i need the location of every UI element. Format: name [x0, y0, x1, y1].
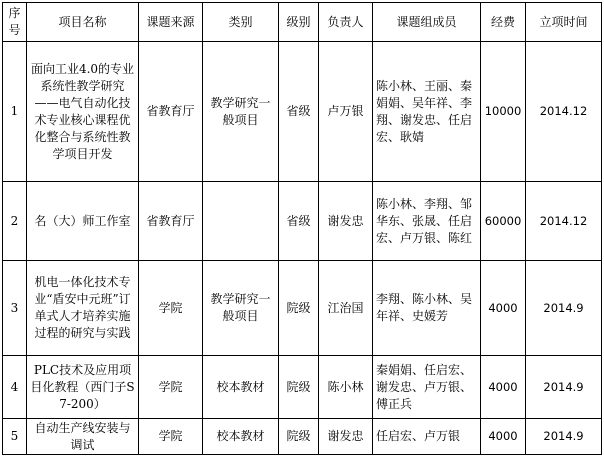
cell-level: 院级 [279, 261, 319, 356]
cell-source: 学院 [139, 261, 203, 356]
cell-members: 任启宏、卢万银 [373, 419, 481, 455]
header-row [3, 3, 602, 42]
header-seq: 序号 [3, 3, 27, 42]
cell-leader: 谢发忠 [319, 182, 373, 261]
cell-category: 校本教材 [203, 419, 279, 455]
table-row [3, 419, 602, 455]
header-source: 课题来源 [139, 3, 203, 42]
cell-date: 2014.12 [526, 42, 602, 182]
cell-leader: 卢万银 [319, 42, 373, 182]
cell-source: 学院 [139, 356, 203, 419]
header-leader: 负责人 [319, 3, 373, 42]
cell-funds: 4000 [481, 261, 526, 356]
cell-leader: 江治国 [319, 261, 373, 356]
cell-funds: 10000 [481, 42, 526, 182]
table-row [3, 261, 602, 356]
cell-funds: 4000 [481, 419, 526, 455]
cell-source: 省教育厅 [139, 42, 203, 182]
header-date: 立项时间 [526, 3, 602, 42]
cell-date: 2014.9 [526, 419, 602, 455]
cell-leader: 陈小林 [319, 356, 373, 419]
header-name: 项目名称 [27, 3, 139, 42]
cell-category: 教学研究一般项目 [203, 42, 279, 182]
cell-date: 2014.12 [526, 182, 602, 261]
cell-level: 省级 [279, 182, 319, 261]
cell-members: 陈小林、李翔、邹华东、张晟、任启宏、卢万银、陈红 [373, 182, 481, 261]
cell-name: 名（大）师工作室 [27, 182, 139, 261]
cell-name: PLC技术及应用项目化教程（西门子S7-200） [27, 356, 139, 419]
cell-category: 教学研究一般项目 [203, 261, 279, 356]
header-category: 类别 [203, 3, 279, 42]
cell-members: 陈小林、王丽、秦娟娟、吴年祥、李翔、谢发忠、任启宏、耿婧 [373, 42, 481, 182]
table-row [3, 182, 602, 261]
cell-members: 秦娟娟、任启宏、谢发忠、卢万银、傅正兵 [373, 356, 481, 419]
cell-seq: 4 [3, 356, 27, 419]
cell-funds: 4000 [481, 356, 526, 419]
cell-name: 自动生产线安装与调试 [27, 419, 139, 455]
cell-leader: 谢发忠 [319, 419, 373, 455]
cell-level: 院级 [279, 419, 319, 455]
cell-seq: 3 [3, 261, 27, 356]
cell-date: 2014.9 [526, 261, 602, 356]
header-funds: 经费 [481, 3, 526, 42]
cell-category: 校本教材 [203, 356, 279, 419]
cell-date: 2014.9 [526, 356, 602, 419]
cell-seq: 5 [3, 419, 27, 455]
project-table-container [2, 2, 602, 455]
cell-level: 院级 [279, 356, 319, 419]
cell-members: 李翔、陈小林、吴年祥、史媛芳 [373, 261, 481, 356]
cell-source: 学院 [139, 419, 203, 455]
cell-funds: 60000 [481, 182, 526, 261]
cell-name: 机电一体化技术专业“盾安中元班”订单式人才培养实施过程的研究与实践 [27, 261, 139, 356]
cell-level: 省级 [279, 42, 319, 182]
header-members: 课题组成员 [373, 3, 481, 42]
project-table [2, 2, 602, 455]
header-level: 级别 [279, 3, 319, 42]
cell-source: 省教育厅 [139, 182, 203, 261]
cell-seq: 2 [3, 182, 27, 261]
table-row [3, 356, 602, 419]
cell-seq: 1 [3, 42, 27, 182]
cell-category [203, 182, 279, 261]
cell-name: 面向工业4.0的专业系统性教学研究——电气自动化技术专业核心课程优化整合与系统性教学项目开发 [27, 42, 139, 182]
table-row [3, 42, 602, 182]
